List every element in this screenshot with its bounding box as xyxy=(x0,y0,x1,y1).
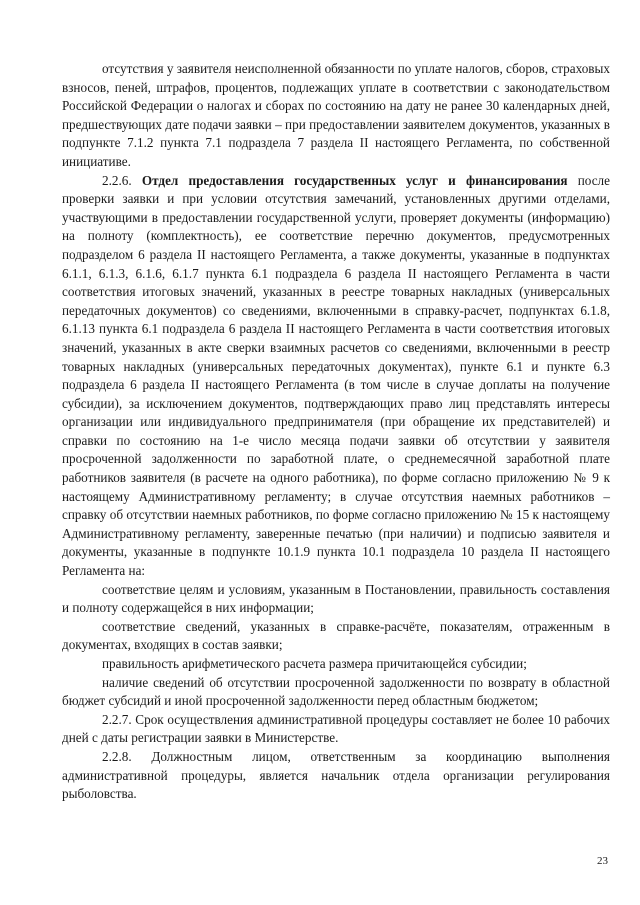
paragraph-purpose-compliance: соответствие целям и условиям, указанным в Постановлении, правильность составления и полноту содержащейся в них информации; xyxy=(62,581,610,616)
paragraph-tax-arrears: отсутствия у заявителя неисполненной обязанности по уплате налогов, сборов, страховых взносов, пеней, штрафов, процентов, подлежащих уплате в соответствии с законодательством Российской Федерации о налогах и сборах по состоянию на дату не ранее 30 календарных дней, предшествующих дате подачи заявки – при предоставлении заявителем документов, указанных в подпункте 7.1.2 пункта 7.1 подраздела 7 раздела II настоящего Регламента, по собственной инициативе. xyxy=(62,61,610,169)
paragraph-2-2-7: 2.2.7. Срок осуществления административной процедуры составляет не более 10 рабочих дней с даты регистрации заявки в Министерстве. xyxy=(62,711,610,746)
clause-number: 2.2.6. xyxy=(102,172,142,188)
document-body xyxy=(62,60,610,804)
page-number: 23 xyxy=(597,855,608,867)
clause-text: после проверки заявки и при условии отсутствия замечаний, установленных другими отделами, участвующими в предоставлении государственной услуги, проверяет документы (информацию) на полноту (комплектность), ее соответствие перечню документов, предусмотренных подразделом 6 раздела II настоящего Регламента, а также документы, указанные в подпунктах 6.1.1, 6.1.3, 6.1.6, 6.1.7 пункта 6.1 подраздела 6 раздела II настоящего Регламента в части соответствия итоговых значений, указанных в реестре товарных накладных (универсальных передаточных документов) со сведениями, включенными в справку-расчет, подпунктах 6.1.8, 6.1.13 пункта 6.1 подраздела 6 раздела II настоящего Регламента в части соответствия итоговых значений, указанных в акте сверки взаимных расчетов со сведениями, включенными в реестр товарных накладных (универсальных передаточных документах), пункте 6.1 и пункте 6.3 подраздела 6 раздела II настоящего Регламента (в том числе в случае доплаты на получение субсидии), за исключением документов, подтверждающих право лиц представлять интересы организации или индивидуального предпринимателя (при обращение их представителей) и справки по состоянию на 1-е число месяца подачи заявки об отсутствии у заявителя просроченной задолженности по заработной плате, о среднемесячной заработной плате работников заявителя (в расчете на одного работника), по форме согласно приложению № 9 к настоящему Административному регламенту; в случае отсутствия наемных работников – справку об отсутствии наемных работников, по форме согласно приложению № 15 к настоящему Административному регламенту, заверенные печатью (при наличии) и подписью заявителя и документы, указанные в подпункте 10.1.9 пункта 10.1 подраздела 10 раздела II настоящего Регламента на: xyxy=(62,172,610,579)
paragraph-info-compliance: соответствие сведений, указанных в справке-расчёте, показателям, отраженным в документах, входящих в состав заявки; xyxy=(62,618,610,653)
paragraph-2-2-6 xyxy=(62,172,610,581)
paragraph-2-2-8: 2.2.8. Должностным лицом, ответственным за координацию выполнения административной процедуры, является начальник отдела организации регулирования рыболовства. xyxy=(62,748,610,802)
clause-heading: Отдел предоставления государственных услуг и финансирования xyxy=(141,172,568,188)
paragraph-no-arrears: наличие сведений об отсутствии просроченной задолженности по возврату в областной бюджет субсидий и иной просроченной задолженности перед областным бюджетом; xyxy=(62,674,610,709)
paragraph-arithmetic: правильность арифметического расчета размера причитающейся субсидии; xyxy=(102,656,527,671)
